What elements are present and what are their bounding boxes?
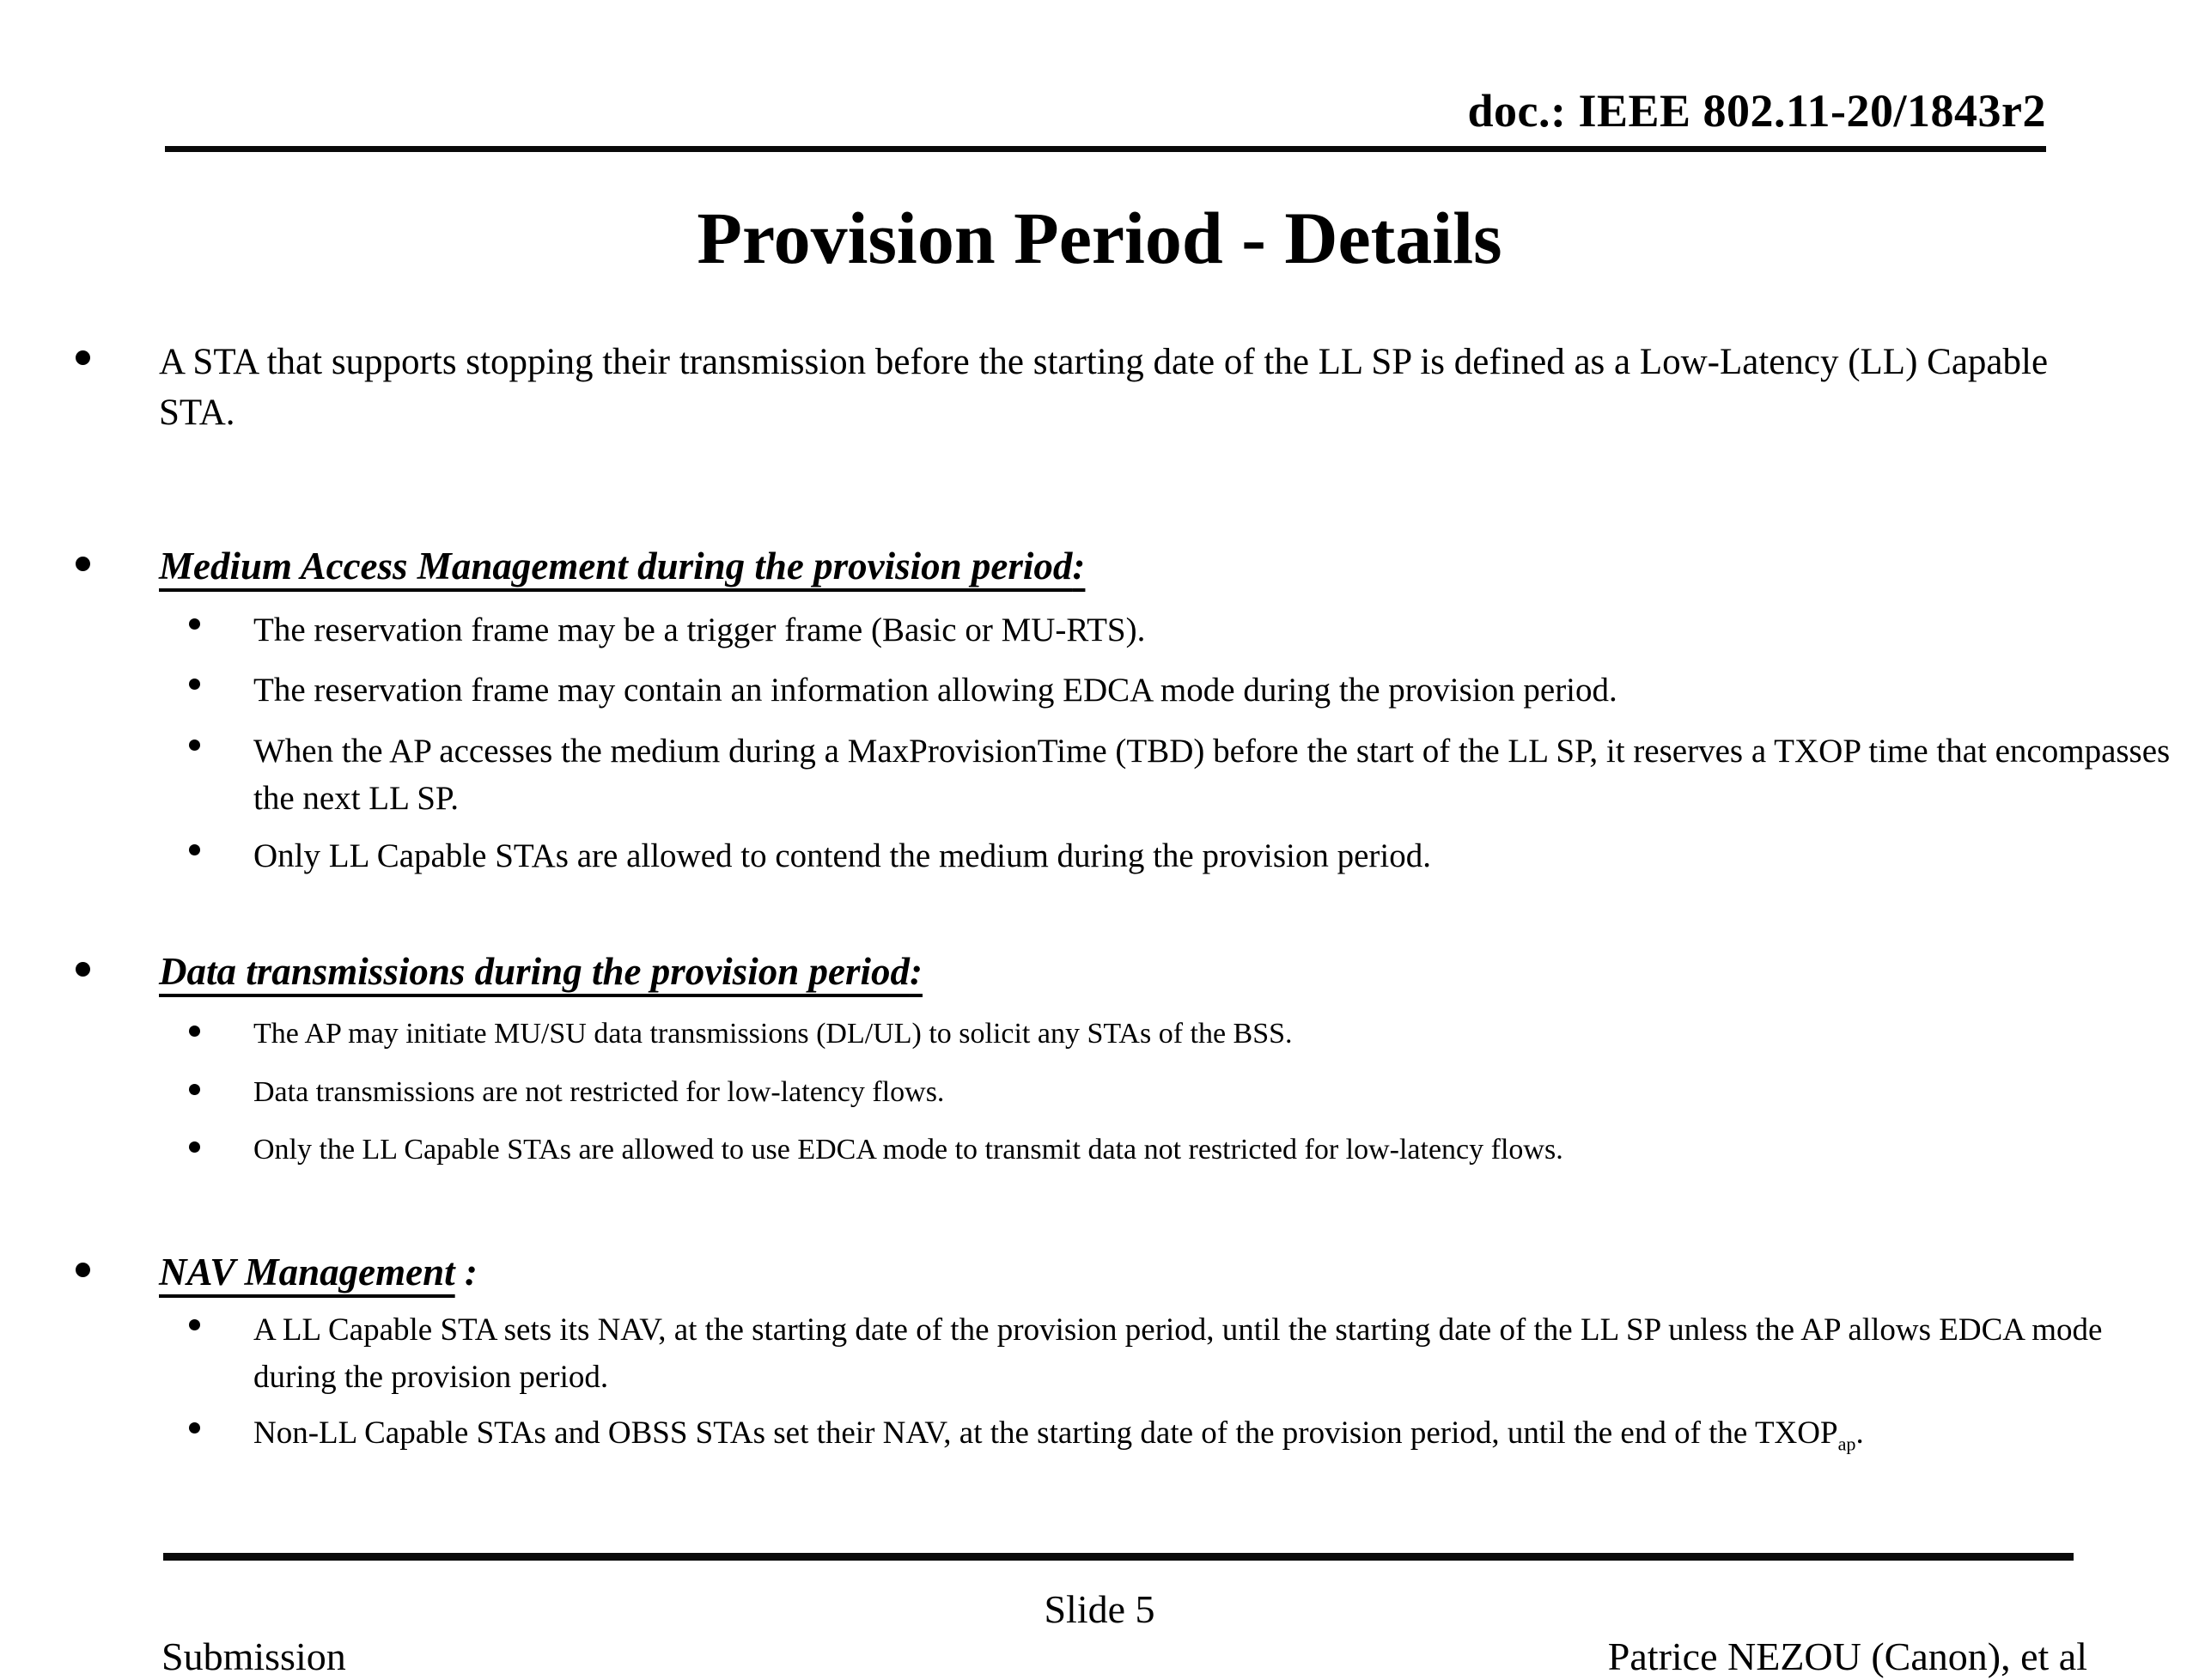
heading-colon: : <box>1072 545 1086 587</box>
section-heading-text <box>159 945 923 998</box>
bullet-icon <box>76 337 159 365</box>
bullet-text: When the AP accesses the medium during a MaxProvisionTime (TBD) before the start of the LL SP, it reserves a TXOP time that encompasses the next LL SP. <box>253 733 2171 818</box>
bullet-icon <box>76 945 159 977</box>
bullet-text: Data transmissions are not restricted for low-latency flows. <box>253 1076 945 1108</box>
txop-term: TXOP <box>1754 1415 1838 1451</box>
footer-submission-label: Submission <box>161 1634 346 1679</box>
bullet-text: Only the LL Capable STAs are allowed to use EDCA mode to transmit data not restricted for low-latency flows. <box>253 1134 1563 1166</box>
sentence-period: . <box>1855 1415 1864 1451</box>
document-reference: doc.: IEEE 802.11-20/1843r2 <box>1467 85 2046 137</box>
bullet-icon <box>189 1129 253 1153</box>
bullet-item <box>189 727 2190 823</box>
intro-bullet-text: A STA that supports stopping their transmission before the starting date of the LL SP is defined as a Low-Latency (LL) Capable STA. <box>159 342 2049 434</box>
bullet-item <box>189 832 1431 880</box>
txop-subscript: ap <box>1837 1433 1856 1455</box>
bullet-text: The AP may initiate MU/SU data transmissions (DL/UL) to solicit any STAs of the BSS. <box>253 1018 1293 1050</box>
bullet-item <box>189 1307 2156 1402</box>
bullet-icon <box>189 1013 253 1037</box>
heading-colon: : <box>909 950 923 993</box>
heading-label: Data transmissions during the provision period <box>159 950 910 993</box>
bullet-text: The reservation frame may be a trigger frame (Basic or MU-RTS). <box>253 612 1146 648</box>
footer-slide-number: Slide 5 <box>1044 1587 1155 1631</box>
section-heading-medium-access <box>76 539 1085 593</box>
bullet-icon <box>76 539 159 571</box>
intro-bullet-item <box>76 337 2130 439</box>
bullet-icon <box>189 1410 253 1433</box>
bullet-text: The reservation frame may contain an information allowing EDCA mode during the provision period. <box>253 672 1617 709</box>
header <box>165 0 2046 152</box>
bullet-icon <box>189 1072 253 1095</box>
bullet-item <box>189 1129 1563 1171</box>
bullet-text-txop <box>253 1410 2096 1458</box>
section-heading-text <box>159 539 1085 593</box>
heading-colon: : <box>454 1251 478 1293</box>
bullet-icon <box>76 1245 159 1277</box>
bullet-item <box>189 1013 1293 1055</box>
footer-rule <box>163 1553 2074 1561</box>
section-heading-data-transmissions <box>76 945 923 998</box>
footer <box>0 1586 2199 1679</box>
bullet-icon <box>189 667 253 690</box>
bullet-text: Non-LL Capable STAs and OBSS STAs set their NAV, at the starting date of the provision period, until the end of the <box>253 1415 1755 1451</box>
bullet-item <box>189 667 1617 714</box>
heading-label: NAV Management <box>159 1251 455 1293</box>
heading-label: Medium Access Management during the provision period <box>159 545 1073 587</box>
bullet-icon <box>189 832 253 855</box>
bullet-text: Only LL Capable STAs are allowed to contend the medium during the provision period. <box>253 837 1431 874</box>
section-heading-text <box>159 1245 478 1299</box>
bullet-icon <box>189 727 253 751</box>
section-heading-nav-management <box>76 1245 478 1299</box>
bullet-item <box>189 606 1145 654</box>
bullet-icon <box>189 1307 253 1330</box>
slide-title: Provision Period - Details <box>697 197 1502 279</box>
bullet-item <box>189 1410 2096 1458</box>
bullet-icon <box>189 606 253 630</box>
bullet-text: A LL Capable STA sets its NAV, at the starting date of the provision period, until the starting date of the LL SP unless the AP allows EDCA mode during the provision period. <box>253 1312 2103 1395</box>
bullet-item <box>189 1072 944 1113</box>
footer-author: Patrice NEZOU (Canon), et al <box>1607 1634 2087 1679</box>
